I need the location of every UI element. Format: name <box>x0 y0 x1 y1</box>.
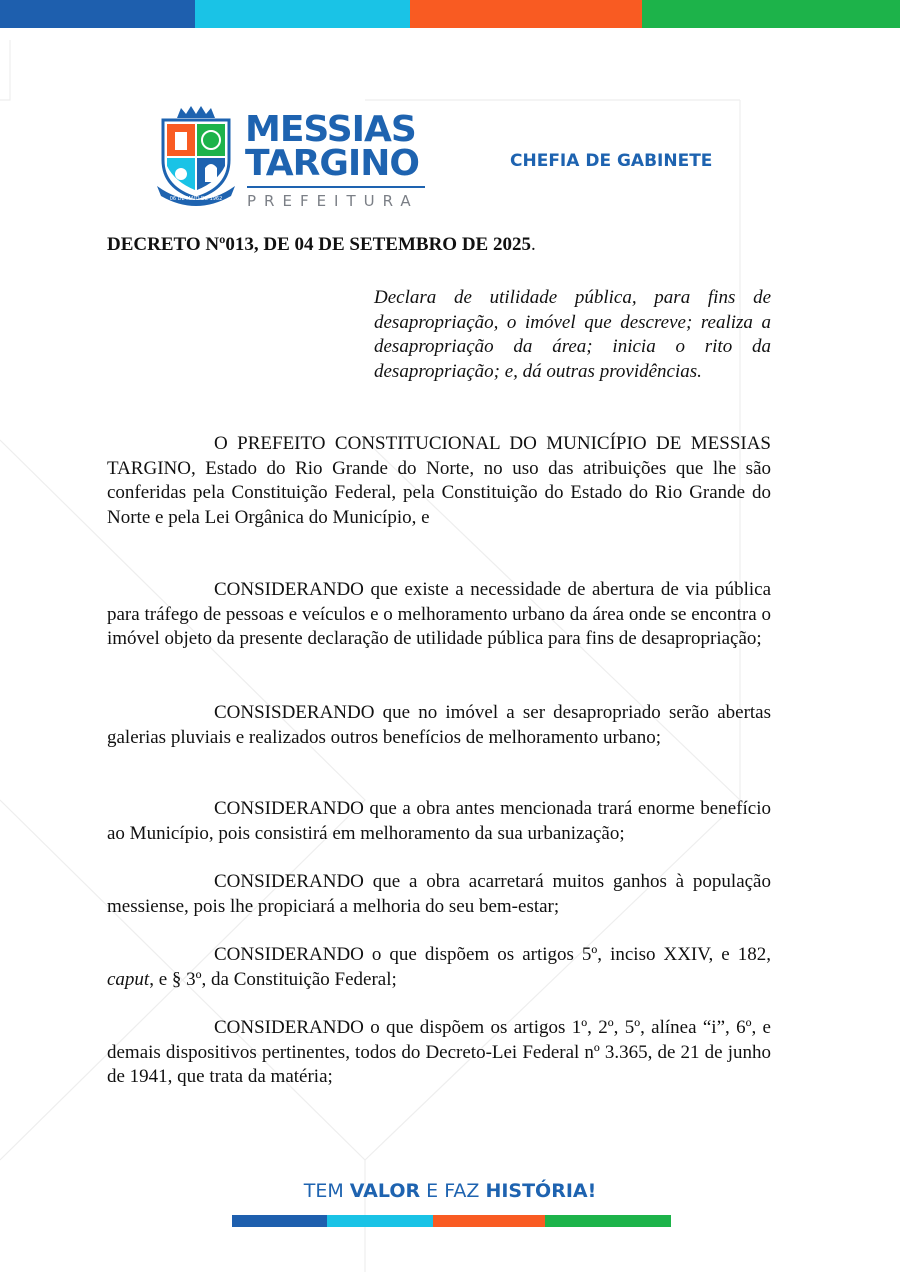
considering-clause-4: CONSIDERANDO que a obra acarretará muitos ganhos à população messiense, pois lhe propiciará a melhoria do seu bem-estar; <box>107 871 771 917</box>
considering-clause-2: CONSISDERANDO que no imóvel a ser desapropriado serão abertas galerias pluviais e realizados outros benefícios de melhoramento urbano; <box>107 702 771 748</box>
office-name: CHEFIA DE GABINETE <box>510 151 713 171</box>
bottom-bar-orange <box>433 1215 545 1227</box>
letterhead <box>155 104 755 214</box>
decree-summary: Declara de utilidade pública, para fins de desapropriação, o imóvel que descreve; realiza a desapropriação da área; inicia o rito da desapropriação; e, dá outras providências. <box>374 287 771 382</box>
clause-5-caput: caput <box>107 968 150 990</box>
bottom-bar-blue <box>232 1215 327 1227</box>
considering-clause-6: CONSIDERANDO o que dispõem os artigos 1º, 2º, 5º, alínea “i”, 6º, e demais dispositivos pertinentes, todos do Decreto-Lei Federal nº 3.365, de 21 de junho de 1941, que trata da matéria; <box>107 1017 771 1087</box>
slogan-part-1: TEM <box>303 1180 350 1202</box>
clause-5-part-c: , e § 3º, da Constituição Federal; <box>149 968 397 990</box>
brand-name-line1: MESSIAS <box>245 109 416 150</box>
crest-ribbon-text: 06 DE MAIO DE 1962 <box>169 196 223 202</box>
bottom-bar-green <box>545 1215 671 1227</box>
clause-5-part-a: CONSIDERANDO o que dispõem os artigos 5º, inciso XXIV, e 182, <box>214 944 771 965</box>
considering-clause-1: CONSIDERANDO que existe a necessidade de abertura de via pública para tráfego de pessoas e veículos e o melhoramento urbano da área onde se encontra o imóvel objeto da presente declaração de utilidade pública para fins de desapropriação; <box>107 579 771 649</box>
decree-title <box>107 234 536 256</box>
top-bar-green <box>642 0 900 28</box>
brand-subtitle: PREFEITURA <box>247 192 419 210</box>
considering-clause-3: CONSIDERANDO que a obra antes mencionada trará enorme benefício ao Município, pois consistirá em melhoramento da sua urbanização; <box>107 798 771 844</box>
slogan-part-2: VALOR <box>349 1180 421 1202</box>
top-bar-cyan <box>195 0 410 28</box>
slogan-part-3: E FAZ <box>420 1180 486 1202</box>
bottom-color-bar <box>232 1215 671 1227</box>
top-color-bar <box>0 0 900 28</box>
brand-name-line2: TARGINO <box>245 143 420 184</box>
decree-title-period: . <box>530 234 536 255</box>
bottom-bar-cyan <box>327 1215 433 1227</box>
footer-slogan <box>0 1180 900 1202</box>
decree-title-text: DECRETO Nº013, DE 04 DE SETEMBRO DE 2025 <box>107 234 531 255</box>
slogan-part-4: HISTÓRIA! <box>485 1180 597 1202</box>
considering-clause-5 <box>107 943 771 992</box>
top-bar-blue <box>0 0 195 28</box>
municipal-coat-of-arms-icon <box>155 104 237 210</box>
decree-preamble: O PREFEITO CONSTITUCIONAL DO MUNICÍPIO DE MESSIAS TARGINO, Estado do Rio Grande do Norte, no uso das atribuições que lhe são conferidas pela Constituição Federal, pela Constituição do Estado do Rio Grande do Norte e pela Lei Orgânica do Município, e <box>107 433 771 528</box>
top-bar-orange <box>410 0 642 28</box>
brand-divider <box>247 186 425 188</box>
